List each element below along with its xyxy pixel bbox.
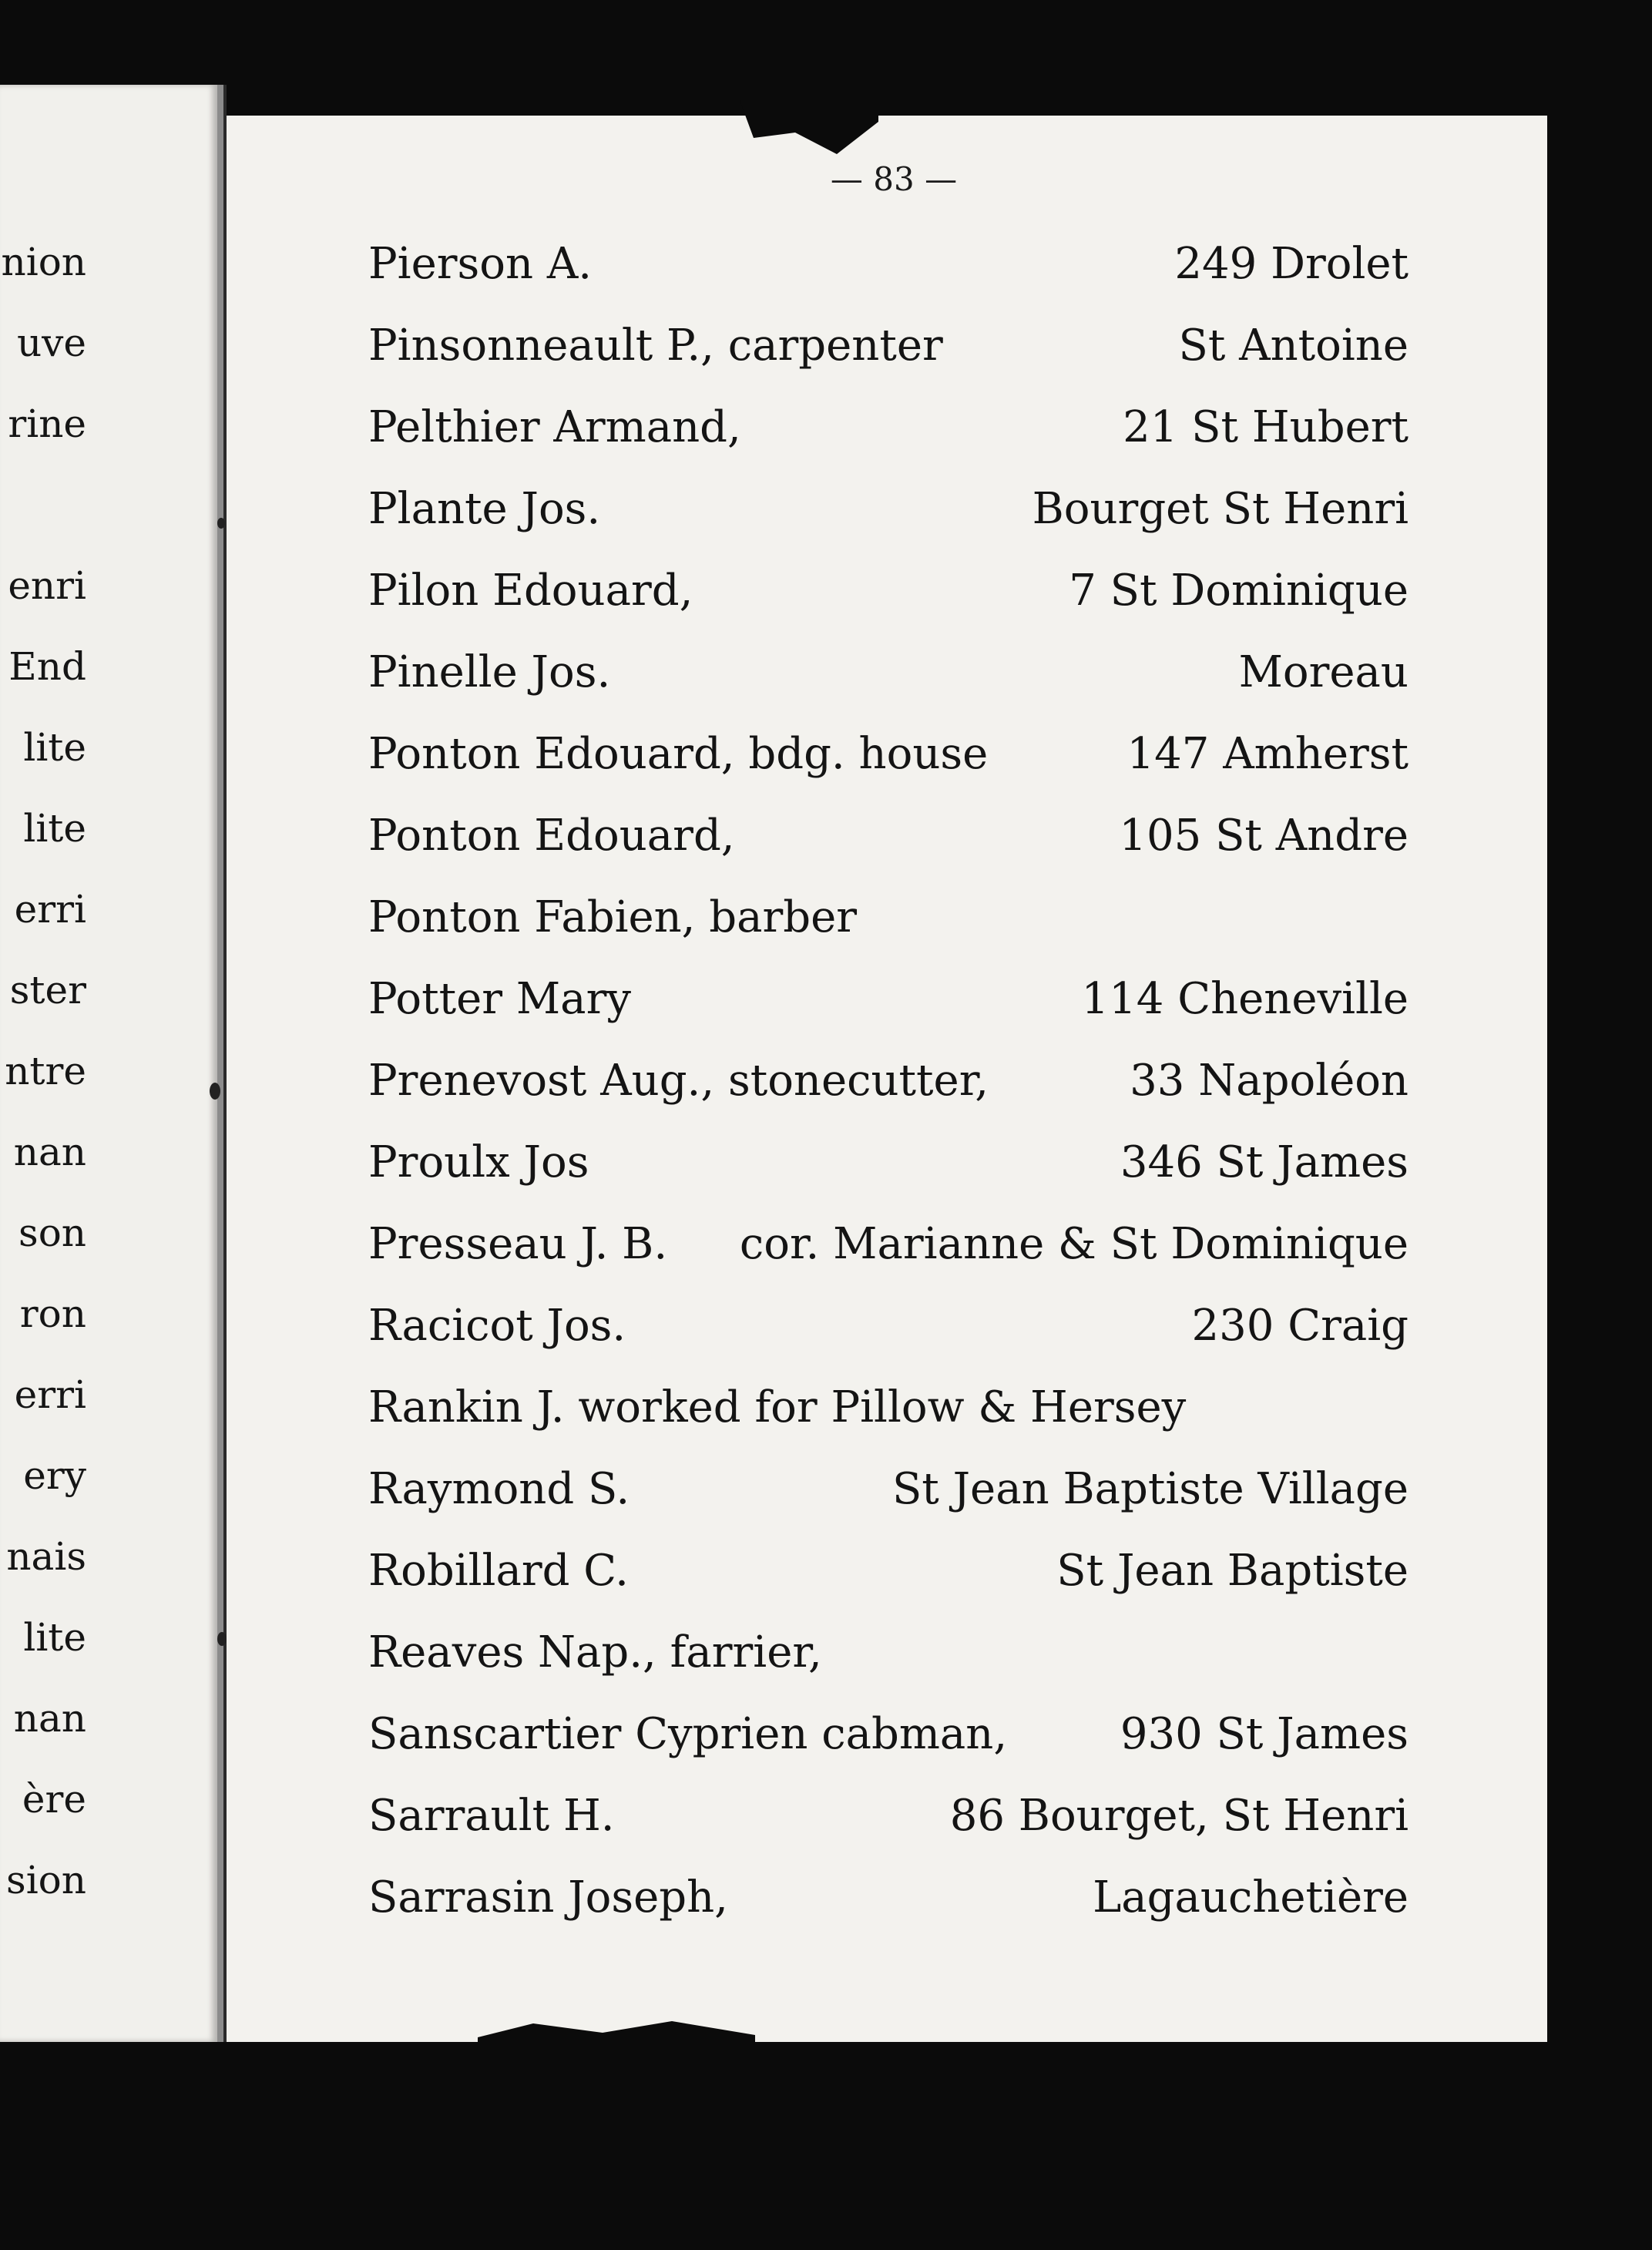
entry-address: 33 Napoléon bbox=[1130, 1056, 1409, 1106]
facing-page-fragment: lite bbox=[23, 1615, 86, 1660]
directory-entry bbox=[368, 1056, 1409, 1117]
entry-name: Ponton Edouard, bdg. house bbox=[368, 729, 989, 779]
directory-entry bbox=[368, 1872, 1409, 1934]
entry-name: Pinelle Jos. bbox=[368, 647, 611, 697]
entry-address: Lagauchetière bbox=[1093, 1872, 1409, 1923]
directory-entry bbox=[368, 729, 1409, 791]
facing-page-fragment: enri bbox=[8, 563, 86, 608]
directory-entry bbox=[368, 1464, 1409, 1526]
entry-name: Robillard C. bbox=[368, 1546, 629, 1596]
entry-address: 249 Drolet bbox=[1174, 239, 1409, 289]
entry-address: 114 Cheneville bbox=[1081, 974, 1409, 1024]
facing-page-fragment: lite bbox=[23, 725, 86, 770]
facing-page-fragment: nais bbox=[6, 1534, 86, 1579]
facing-page-fragment: erri bbox=[14, 1372, 86, 1417]
entry-name: Ponton Edouard, bbox=[368, 811, 735, 861]
facing-page-fragment: lite bbox=[23, 806, 86, 851]
entry-name: Presseau J. B. bbox=[368, 1219, 668, 1269]
facing-page-fragment: nan bbox=[13, 1696, 86, 1741]
directory-entry bbox=[368, 974, 1409, 1036]
entry-address: 346 St James bbox=[1120, 1137, 1409, 1187]
facing-page-fragment: nion bbox=[1, 240, 86, 284]
facing-page-fragment: nan bbox=[13, 1130, 86, 1174]
page-number: — 83 — bbox=[830, 160, 958, 198]
entry-name: Proulx Jos bbox=[368, 1137, 589, 1187]
directory-entry bbox=[368, 321, 1409, 382]
entry-name: Pinsonneault P., carpenter bbox=[368, 321, 943, 371]
entry-name: Reaves Nap., farrier, bbox=[368, 1627, 822, 1677]
facing-page-fragment: ntre bbox=[5, 1049, 86, 1093]
directory-entry bbox=[368, 1219, 1409, 1281]
entry-address: cor. Marianne & St Dominique bbox=[739, 1219, 1409, 1269]
entry-name: Pelthier Armand, bbox=[368, 402, 741, 452]
facing-page-fragment: erri bbox=[14, 887, 86, 932]
entry-address: Bourget St Henri bbox=[1032, 484, 1409, 534]
entry-address: St Antoine bbox=[1178, 321, 1409, 371]
entry-name: Sarrasin Joseph, bbox=[368, 1872, 728, 1923]
entry-address: St Jean Baptiste Village bbox=[891, 1464, 1409, 1514]
entry-address: St Jean Baptiste bbox=[1056, 1546, 1409, 1596]
entry-name: Prenevost Aug., stonecutter, bbox=[368, 1056, 989, 1106]
facing-page-fragment: End bbox=[8, 644, 86, 689]
directory-entry bbox=[368, 811, 1409, 872]
entry-name: Ponton Fabien, barber bbox=[368, 892, 858, 942]
facing-page-fragment: son bbox=[18, 1211, 86, 1255]
entry-name: Pilon Edouard, bbox=[368, 566, 693, 616]
entry-address: 147 Amherst bbox=[1127, 729, 1409, 779]
entry-address: 105 St Andre bbox=[1119, 811, 1409, 861]
facing-page-fragment: ery bbox=[23, 1453, 86, 1498]
facing-page-edge bbox=[0, 85, 217, 2042]
entry-address: 230 Craig bbox=[1191, 1301, 1409, 1351]
ink-speck bbox=[210, 1083, 220, 1100]
entry-name: Sanscartier Cyprien cabman, bbox=[368, 1709, 1008, 1759]
directory-entry bbox=[368, 1301, 1409, 1362]
entry-name: Potter Mary bbox=[368, 974, 631, 1024]
entry-address: 930 St James bbox=[1120, 1709, 1409, 1759]
entry-address: 7 St Dominique bbox=[1069, 566, 1409, 616]
directory-entry bbox=[368, 402, 1409, 464]
entry-address: 86 Bourget, St Henri bbox=[949, 1791, 1409, 1841]
directory-entry bbox=[368, 1546, 1409, 1607]
facing-page-fragment: sion bbox=[6, 1858, 86, 1902]
entry-address: 21 St Hubert bbox=[1123, 402, 1409, 452]
facing-page-fragment: ère bbox=[22, 1777, 86, 1822]
directory-entry bbox=[368, 647, 1409, 709]
directory-entry bbox=[368, 566, 1409, 627]
facing-page-fragment: uve bbox=[16, 321, 86, 365]
ink-speck bbox=[217, 518, 225, 529]
entry-name: Rankin J. worked for Pillow & Hersey bbox=[368, 1382, 1187, 1432]
facing-page-fragment: ron bbox=[19, 1291, 86, 1336]
facing-page-fragment: rine bbox=[8, 401, 86, 446]
entry-name: Racicot Jos. bbox=[368, 1301, 626, 1351]
entry-name: Sarrault H. bbox=[368, 1791, 615, 1841]
entry-name: Raymond S. bbox=[368, 1464, 630, 1514]
entry-name: Pierson A. bbox=[368, 239, 593, 289]
facing-page-fragment: ster bbox=[9, 968, 86, 1012]
directory-entry bbox=[368, 1791, 1409, 1852]
directory-entry bbox=[368, 892, 1409, 954]
directory-entry bbox=[368, 1137, 1409, 1199]
entry-name: Plante Jos. bbox=[368, 484, 601, 534]
ink-speck bbox=[217, 1632, 227, 1646]
directory-entry bbox=[368, 1709, 1409, 1771]
directory-entry bbox=[368, 484, 1409, 546]
entry-address: Moreau bbox=[1238, 647, 1409, 697]
directory-entry bbox=[368, 1627, 1409, 1689]
directory-entry bbox=[368, 1382, 1409, 1444]
directory-entry bbox=[368, 239, 1409, 301]
